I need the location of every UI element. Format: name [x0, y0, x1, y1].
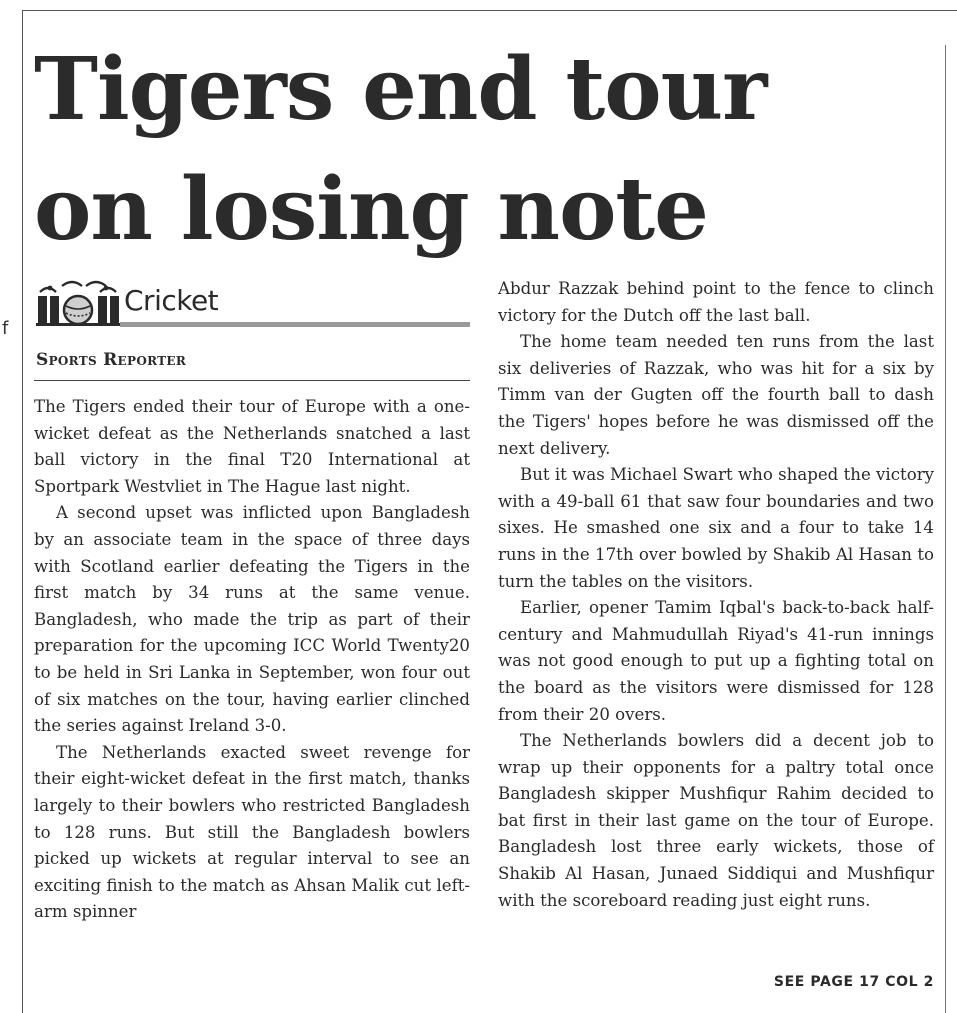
column-border-right [945, 45, 946, 1013]
continuation-note: SEE PAGE 17 COL 2 [773, 974, 934, 990]
byline-rule [34, 380, 470, 381]
section-rule [120, 322, 470, 327]
headline-line-1: Tigers end tour [34, 39, 767, 140]
paragraph: Earlier, opener Tamim Iqbal's back-to-back half-century and Mahmudullah Riyad's 41-run innings was not good enough to put up a fighting total on the board as the visitors were dismissed for 128 from their 20 overs. [498, 598, 934, 724]
paragraph: The home team needed ten runs from the last six deliveries of Razzak, who was hit for a six by Timm van der Gugten off the fourth ball to dash the Tigers' hopes before he was dismissed off the next delivery. [498, 332, 934, 458]
paragraph: But it was Michael Swart who shaped the victory with a 49-ball 61 that saw four boundaries and two sixes. He smashed one six and a four to take 14 runs in the 17th over bowled by Shakib Al Hasan to turn the tables on the visitors. [498, 465, 934, 591]
headline-line-2: on losing note [34, 159, 708, 260]
headline [34, 30, 934, 270]
section-label: Cricket [124, 284, 219, 317]
article-column-1 [34, 394, 470, 926]
paragraph: The Netherlands bowlers did a decent job to wrap up their opponents for a paltry total once Bangladesh skipper Mushfiqur Rahim decided to bat first in their last game on the tour of Europe. Bangladesh lost three early wickets, those of Shakib Al Hasan, Junaed Siddiqui and Mushfiqur with the scoreboard reading just eight runs. [498, 731, 934, 910]
paragraph: The Netherlands exacted sweet revenge for their eight-wicket defeat in the first match, thanks largely to their bowlers who restricted Bangladesh to 128 runs. But still the Bangladesh bowlers picked up wickets at regular interval to see an exciting finish to the match as Ahsan Malik cut left-arm spinner [34, 742, 470, 922]
cricket-stumps-ball-icon [36, 276, 120, 326]
article-column-2 [498, 276, 934, 914]
page-border-top [22, 10, 957, 11]
byline: Sports Reporter [36, 350, 187, 370]
paragraph: A second upset was inflicted upon Bangladesh by an associate team in the space of three days with Scotland earlier defeating the Tigers in the first match by 34 runs at the same venue. Bangladesh, who made the trip as part of their preparation for the upcoming ICC World Twenty20 to be held in Sri Lanka in September, won four out of six matches on the tour, having earlier clinched the series against Ireland 3-0. [34, 503, 470, 736]
paragraph: Abdur Razzak behind point to the fence to clinch victory for the Dutch off the last ball. [498, 279, 934, 325]
paragraph: The Tigers ended their tour of Europe with a one-wicket defeat as the Netherlands snatched a last ball victory in the final T20 International at Sportpark Westvliet in The Hague last night. [34, 397, 470, 496]
section-header [34, 272, 470, 332]
page-border-left [22, 10, 23, 1013]
stray-character: f [2, 318, 9, 339]
